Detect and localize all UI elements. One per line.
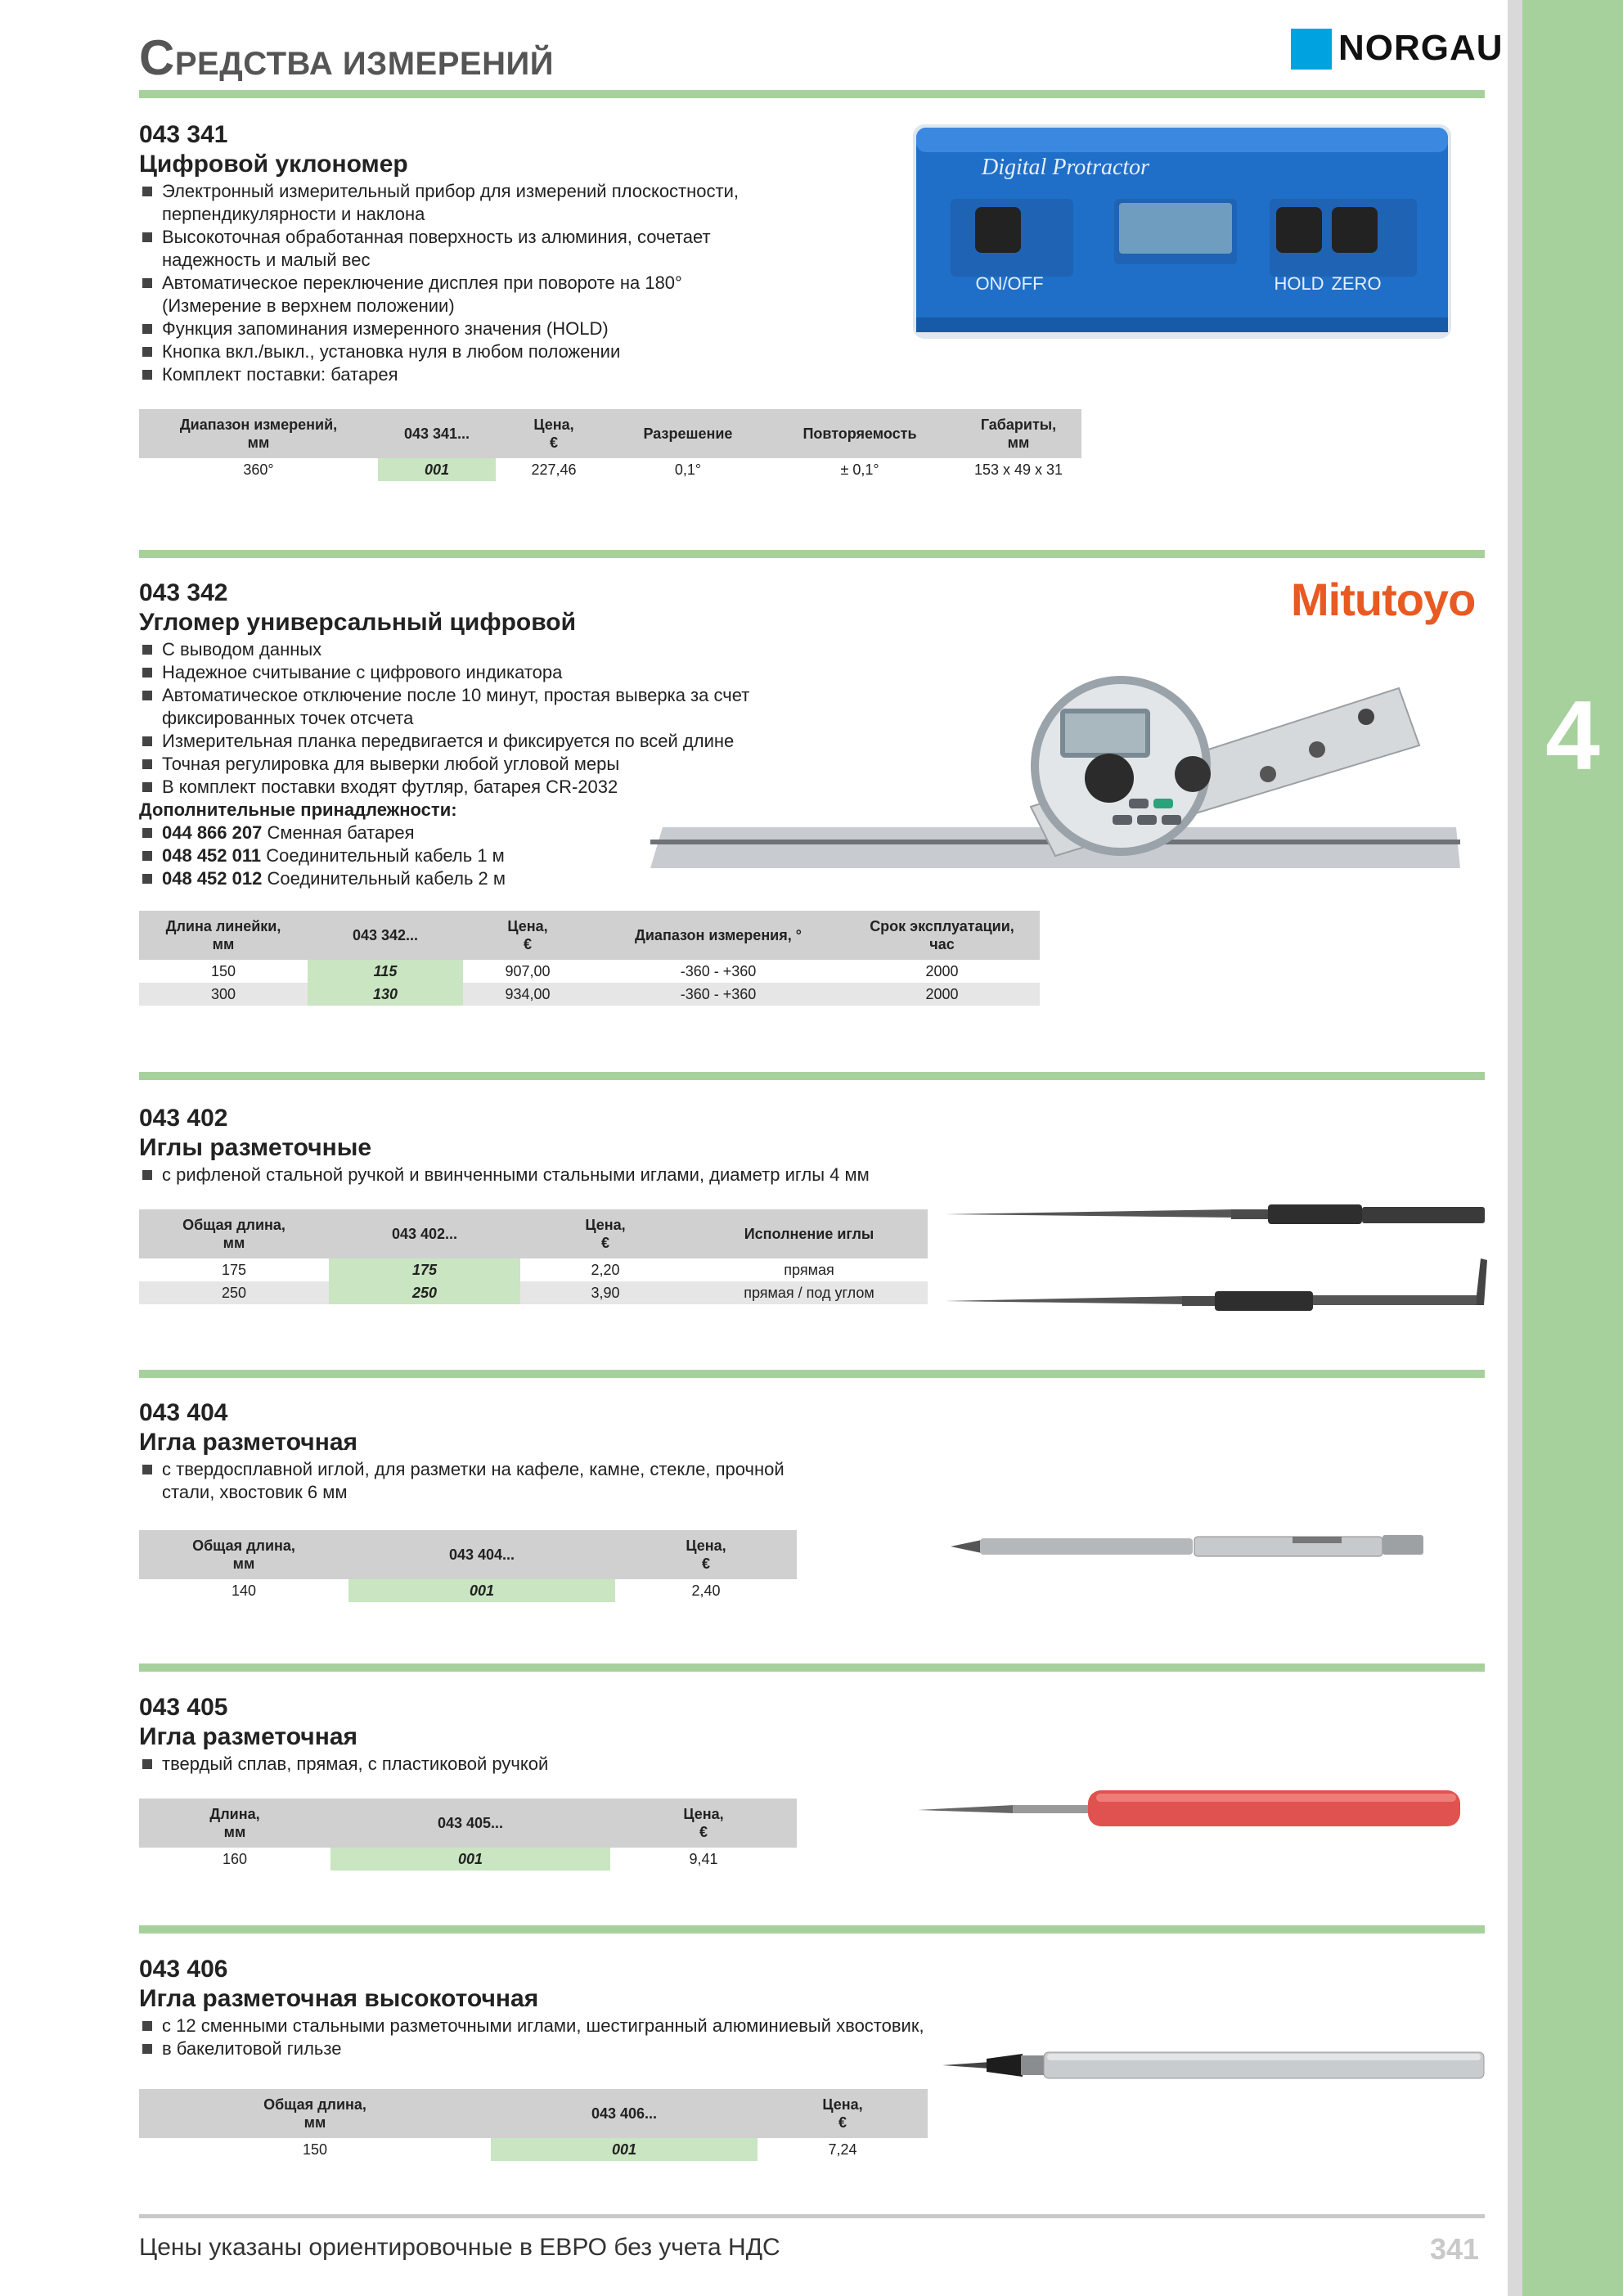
article-cell: 250 — [329, 1281, 520, 1304]
page-title: СРЕДСТВА ИЗМЕРЕНИЙ — [139, 30, 554, 85]
table-row — [139, 1258, 928, 1281]
list-item: Электронный измерительный прибор для измерений плоскостности, перпендикулярности и наклона — [139, 180, 739, 226]
column-header: 043 406... — [491, 2089, 758, 2138]
list-item: Функция запоминания измеренного значения (HOLD) — [139, 317, 739, 340]
table-cell: -360 - +360 — [592, 983, 844, 1006]
column-header: Длина, мм — [139, 1799, 330, 1848]
section-code: 043 402 — [139, 1105, 228, 1132]
spec-table — [139, 1799, 797, 1871]
section-code: 043 404 — [139, 1399, 228, 1426]
column-header: Диапазон измерения, ° — [592, 911, 844, 960]
table-cell: 300 — [139, 983, 308, 1006]
list-item: с 12 сменными стальными разметочными иглами, шестигранный алюминиевый хвостовик, — [139, 2015, 924, 2037]
bevel-protractor-image — [646, 676, 1464, 872]
mitutoyo-logo: Mitutoyo — [1291, 574, 1476, 625]
column-header: Цена, € — [463, 911, 592, 960]
digital-protractor-image — [910, 121, 1454, 342]
price-cell: 907,00 — [505, 962, 551, 979]
table-cell: -360 - +360 — [680, 962, 757, 979]
table-cell: 2000 — [844, 983, 1040, 1006]
spec-table — [139, 911, 1040, 1006]
column-header: Цена, € — [615, 1530, 797, 1579]
column-header: Срок эксплуатации, час — [844, 911, 1040, 960]
list-item: Измерительная планка передвигается и фиксируется по всей длине — [139, 730, 749, 753]
column-header: Цена, € — [610, 1799, 797, 1848]
list-item: Автоматическое отключение после 10 минут, простая выверка за счет фиксированных точек отсчета — [139, 684, 749, 730]
scriber-pair-image — [941, 1193, 1489, 1316]
column-header: Общая длина, мм — [139, 1530, 348, 1579]
section-title: Иглы разметочные — [139, 1134, 372, 1161]
list-item: в бакелитовой гильзе — [139, 2037, 924, 2060]
column-header: Габариты, мм — [955, 409, 1081, 458]
price-cell: 934,00 — [463, 983, 592, 1006]
table-row — [139, 458, 1081, 481]
price-cell: 2,40 — [691, 1582, 721, 1599]
feature-list — [139, 1458, 785, 1504]
section-title: Угломер универсальный цифровой — [139, 609, 577, 636]
price-cell: 227,46 — [531, 461, 577, 478]
price-cell: 2,20 — [591, 1261, 620, 1278]
column-header: 043 341... — [378, 409, 496, 458]
article-cell: 001 — [378, 458, 496, 481]
table-cell: 160 — [222, 1850, 248, 1867]
section-divider — [139, 1925, 1485, 1934]
column-header: 043 405... — [330, 1799, 610, 1848]
section-code: 043 341 — [139, 121, 228, 148]
plastic-handle-scriber-image — [916, 1787, 1464, 1831]
list-item: Точная регулировка для выверки любой угловой меры — [139, 753, 749, 776]
table-cell: 2000 — [925, 962, 959, 979]
section-divider — [139, 1663, 1485, 1672]
table-cell: ± 0,1° — [840, 461, 879, 478]
list-item: с рифленой стальной ручкой и ввинченными стальными иглами, диаметр иглы 4 мм — [139, 1164, 870, 1186]
list-item: с твердосплавной иглой, для разметки на кафеле, камне, стекле, прочной стали, хвостовик 6 мм — [139, 1458, 785, 1504]
section-title: Игла разметочная высокоточная — [139, 1985, 539, 2012]
column-header: 043 404... — [348, 1530, 615, 1579]
section-code: 043 406 — [139, 1956, 228, 1983]
column-header: Цена, € — [758, 2089, 928, 2138]
section-divider — [139, 550, 1485, 558]
table-header-row — [139, 911, 1040, 960]
table-row — [139, 2138, 928, 2161]
column-header: 043 402... — [329, 1209, 520, 1258]
accessories-heading: Дополнительные принадлежности: — [139, 799, 457, 820]
spec-table — [139, 1530, 797, 1602]
table-cell: 150 — [210, 962, 236, 979]
section-title: Цифровой уклономер — [139, 151, 408, 178]
table-row — [139, 1848, 797, 1871]
table-row — [139, 960, 1040, 983]
table-row — [139, 1281, 928, 1304]
list-item: Автоматическое переключение дисплея при повороте на 180° (Измерение в верхнем положении) — [139, 272, 739, 317]
footer-note: Цены указаны ориентировочные в ЕВРО без учета НДС — [139, 2234, 780, 2261]
article-cell: 001 — [348, 1579, 615, 1602]
list-item: В комплект поставки входят футляр, батарея CR-2032 — [139, 776, 749, 799]
price-cell: 7,24 — [828, 2141, 857, 2158]
column-header: Общая длина, мм — [139, 1209, 329, 1258]
list-item: твердый сплав, прямая, с пластиковой ручкой — [139, 1753, 548, 1776]
table-cell: прямая / под углом — [690, 1281, 928, 1304]
footer-divider — [139, 2214, 1485, 2218]
article-cell: 001 — [491, 2138, 758, 2161]
accessory-item: 044 866 207 Сменная батарея — [139, 822, 749, 844]
table-cell: прямая — [784, 1261, 834, 1278]
feature-list — [139, 1753, 548, 1776]
article-cell: 175 — [329, 1258, 520, 1281]
article-cell: 115 — [308, 960, 463, 983]
table-header-row — [139, 409, 1081, 458]
table-cell: 140 — [231, 1582, 257, 1599]
table-header-row — [139, 1799, 797, 1848]
feature-list — [139, 2015, 924, 2060]
section-code: 043 405 — [139, 1694, 228, 1721]
column-header: 043 342... — [308, 911, 463, 960]
column-header: Общая длина, мм — [139, 2089, 491, 2138]
carbide-scriber-image — [949, 1528, 1432, 1564]
list-item: Надежное считывание с цифрового индикатора — [139, 661, 749, 684]
spec-table — [139, 2089, 928, 2161]
section-code: 043 342 — [139, 579, 228, 606]
header-divider — [139, 90, 1485, 98]
side-gray-bar — [1508, 0, 1522, 2296]
column-header: Цена, € — [520, 1209, 690, 1258]
price-cell: 3,90 — [520, 1281, 690, 1304]
price-cell: 9,41 — [689, 1850, 718, 1867]
column-header: Исполнение иглы — [690, 1209, 928, 1258]
table-cell: 150 — [302, 2141, 328, 2158]
table-cell: 175 — [221, 1261, 247, 1278]
svg-text:ON/OFF: ON/OFF — [975, 273, 1044, 294]
chapter-number: 4 — [1545, 681, 1600, 790]
side-green-bar — [1522, 0, 1623, 2296]
feature-list — [139, 1164, 870, 1186]
table-header-row — [139, 1209, 928, 1258]
table-cell: 0,1° — [674, 461, 702, 478]
page-number: 341 — [1430, 2232, 1480, 2266]
svg-text:Digital Protractor: Digital Protractor — [982, 155, 1150, 180]
table-cell: 360° — [243, 461, 274, 478]
column-header: Цена, € — [496, 409, 612, 458]
spec-table — [139, 1209, 928, 1304]
table-header-row — [139, 1530, 797, 1579]
list-item: Высокоточная обработанная поверхность из алюминия, сочетает надежность и малый вес — [139, 226, 739, 272]
column-header: Разрешение — [612, 409, 764, 458]
table-header-row — [139, 2089, 928, 2138]
table-cell: 250 — [139, 1281, 329, 1304]
accessory-item: 048 452 012 Соединительный кабель 2 м — [139, 867, 749, 890]
list-item: С выводом данных — [139, 638, 749, 661]
svg-text:HOLD: HOLD — [1274, 273, 1324, 294]
article-cell: 130 — [308, 983, 463, 1006]
section-title: Игла разметочная — [139, 1429, 358, 1456]
section-divider — [139, 1370, 1485, 1378]
feature-list — [139, 180, 739, 386]
list-item: Комплект поставки: батарея — [139, 363, 739, 386]
table-row — [139, 1579, 797, 1602]
article-cell: 001 — [330, 1848, 610, 1871]
norgau-logo-mark — [1291, 29, 1332, 70]
norgau-logo: NORGAU — [1338, 28, 1504, 68]
section-divider — [139, 1072, 1485, 1080]
section-title: Игла разметочная — [139, 1723, 358, 1750]
precision-scriber-image — [941, 2047, 1489, 2083]
list-item: Кнопка вкл./выкл., установка нуля в любом положении — [139, 340, 739, 363]
table-cell: 153 x 49 x 31 — [973, 461, 1063, 478]
svg-text:ZERO: ZERO — [1331, 273, 1382, 294]
table-row — [139, 983, 1040, 1006]
column-header: Длина линейки, мм — [139, 911, 308, 960]
column-header: Повторяемость — [764, 409, 955, 458]
spec-table — [139, 409, 1081, 481]
accessory-item: 048 452 011 Соединительный кабель 1 м — [139, 844, 749, 867]
column-header: Диапазон измерений, мм — [139, 409, 378, 458]
